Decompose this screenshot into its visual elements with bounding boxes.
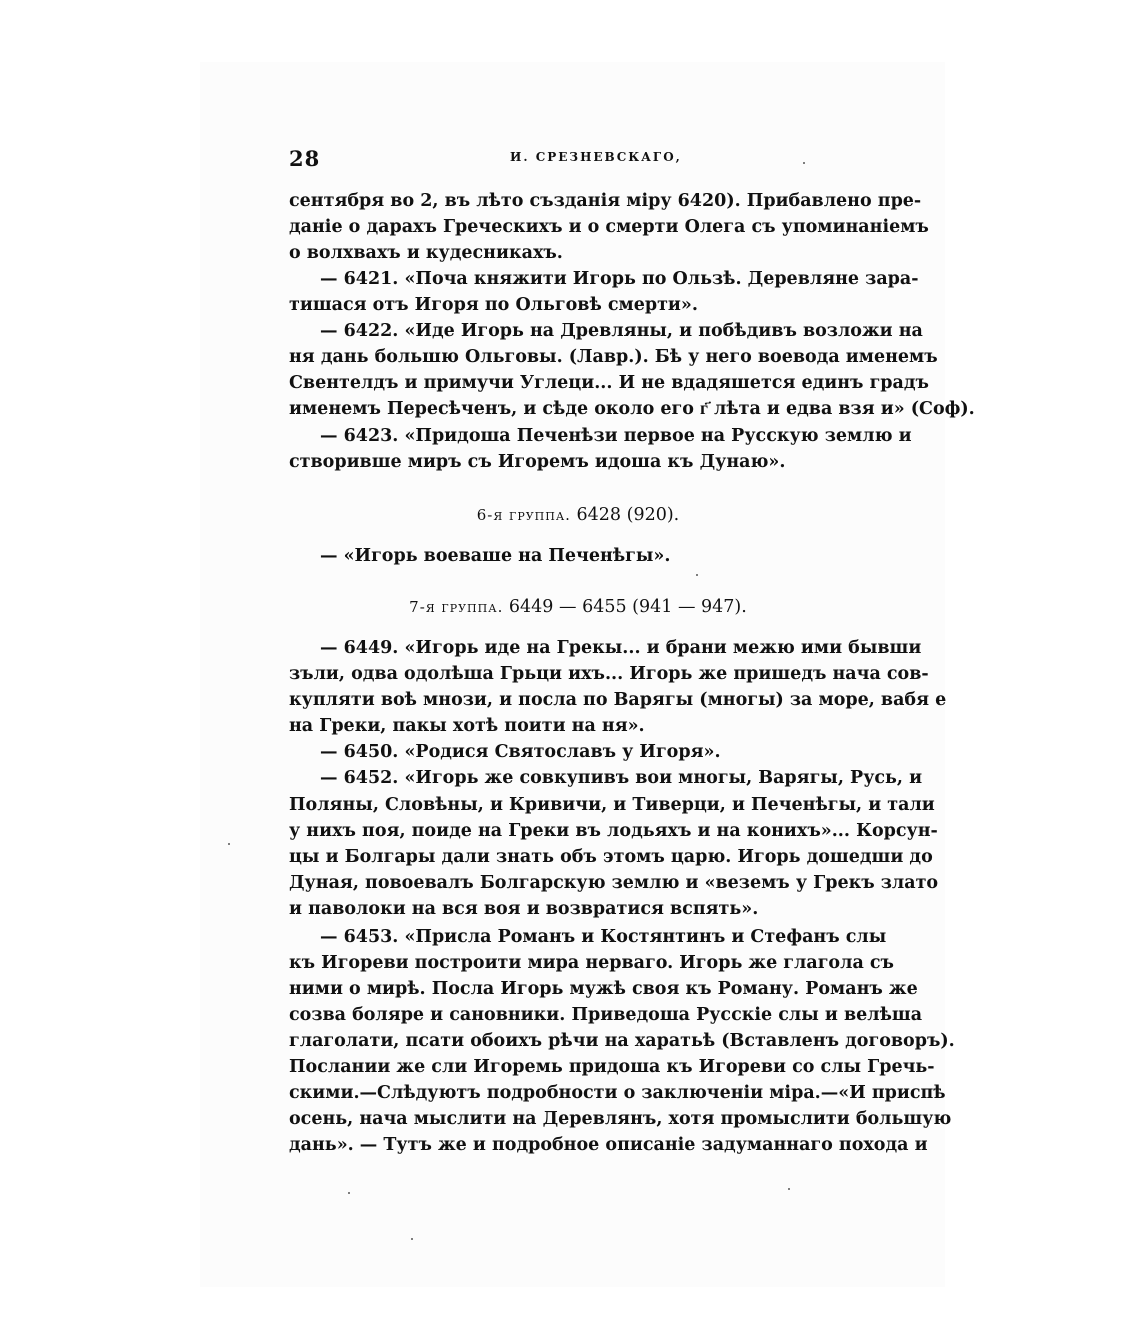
text-line: тишася отъ Игоря по Ольговѣ смерти». [289, 295, 698, 315]
scan-speck [348, 1192, 350, 1194]
text-line: созва боляре и сановники. Приведоша Русскіе слы и велѣша [289, 1005, 923, 1025]
text-line: осень, нача мыслити на Деревлянъ, хотя промыслити большую [289, 1109, 952, 1129]
text-line: Дуная, повоевалъ Болгарскую землю и «веземъ у Грекъ злато [289, 873, 939, 893]
scan-speck [228, 843, 230, 845]
text-line: Свентелдъ и примучи Углеци... И не вдадяшется единъ градъ [289, 373, 929, 393]
text-line: даніе о дарахъ Греческихъ и о смерти Олега съ упоминаніемъ [289, 217, 929, 237]
text-line: — 6453. «Присла Романъ и Костянтинъ и Стефанъ слы [320, 927, 887, 947]
text-line: — 6450. «Родися Святославъ у Игоря». [320, 742, 721, 762]
text-line: ними о мирѣ. Посла Игорь мужѣ своя къ Роману. Романъ же [289, 979, 918, 999]
text-line: къ Игореви построити мира нервагo. Игорь же глагола съ [289, 953, 894, 973]
text-line: ня дань большю Ольговы. (Лавр.). Бѣ у него воевода именемъ [289, 347, 938, 367]
text-line: — 6452. «Игорь же совкупивъ вои многы, Варягы, Русь, и [320, 768, 923, 788]
text-line: и паволоки на вся воя и возвратися вспять». [289, 899, 759, 919]
text-line: Поляны, Словѣны, и Кривичи, и Тиверци, и Печенѣгы, и тали [289, 795, 935, 815]
text-line: зъли, одва одолѣша Грьци ихъ... Игорь же пришедъ нача сов- [289, 664, 929, 684]
text-line: створивше миръ съ Игоремъ идоша къ Дунаю». [289, 452, 786, 472]
text-line: скими.—Слѣдуютъ подробности о заключеніи міра.—«И приспѣ [289, 1083, 946, 1103]
page-number: 28 [289, 146, 321, 171]
scan-speck [788, 1188, 790, 1190]
group-heading-6 [289, 504, 867, 526]
scan-speck [803, 162, 805, 164]
text-line: — «Игорь воеваше на Печенѣгы». [320, 546, 671, 566]
text-line: — 6422. «Иде Игорь на Древляны, и побѣдивъ возложи на [320, 321, 923, 341]
group-heading-7 [289, 596, 867, 618]
text-line: глаголати, псати обоихъ рѣчи на харатьѣ (Вставленъ договоръ). [289, 1031, 955, 1051]
group-heading-prefix: 7-я группа. [409, 598, 504, 616]
text-line: Послании же сли Игоремь придоша къ Игореви со слы Гречь- [289, 1057, 935, 1077]
scan-speck [411, 1238, 413, 1240]
text-line: на Греки, пакы хотѣ поити на ня». [289, 716, 645, 736]
group-heading-years: 6428 (920). [570, 505, 680, 525]
text-line: — 6449. «Игорь иде на Грекы... и брани межю ими бывши [320, 638, 922, 658]
scan-speck [696, 574, 698, 576]
text-line: сентября во 2, въ лѣто създанія міру 6420). Прибавлено пре- [289, 191, 922, 211]
group-heading-years: 6449 — 6455 (941 — 947). [503, 597, 747, 617]
text-line: купляти воѣ мнози, и посла по Варягы (многы) за море, вабя е [289, 690, 947, 710]
text-line: — 6421. «Поча княжити Игорь по Ользѣ. Деревляне зара- [320, 269, 919, 289]
group-heading-prefix: 6-я группа. [476, 506, 571, 524]
running-head: И. СРЕЗНЕВСКАГО, [510, 150, 682, 164]
text-line: дань». — Тутъ же и подробное описаніе задуманнаго похода и [289, 1135, 928, 1155]
text-line: цы и Болгары дали знать объ этомъ царю. Игорь дошедши до [289, 847, 933, 867]
text-line: о волхвахъ и кудесникахъ. [289, 243, 563, 263]
text-line: — 6423. «Придоша Печенѣзи первое на Русскую землю и [320, 426, 912, 446]
text-line: именемъ Пересѣченъ, и сѣде около его г҃ лѣта и едва взя и» (Соф). [289, 399, 975, 419]
text-line: у нихъ поя, поиде на Греки въ лодьяхъ и на конихъ»... Корсун- [289, 821, 938, 841]
